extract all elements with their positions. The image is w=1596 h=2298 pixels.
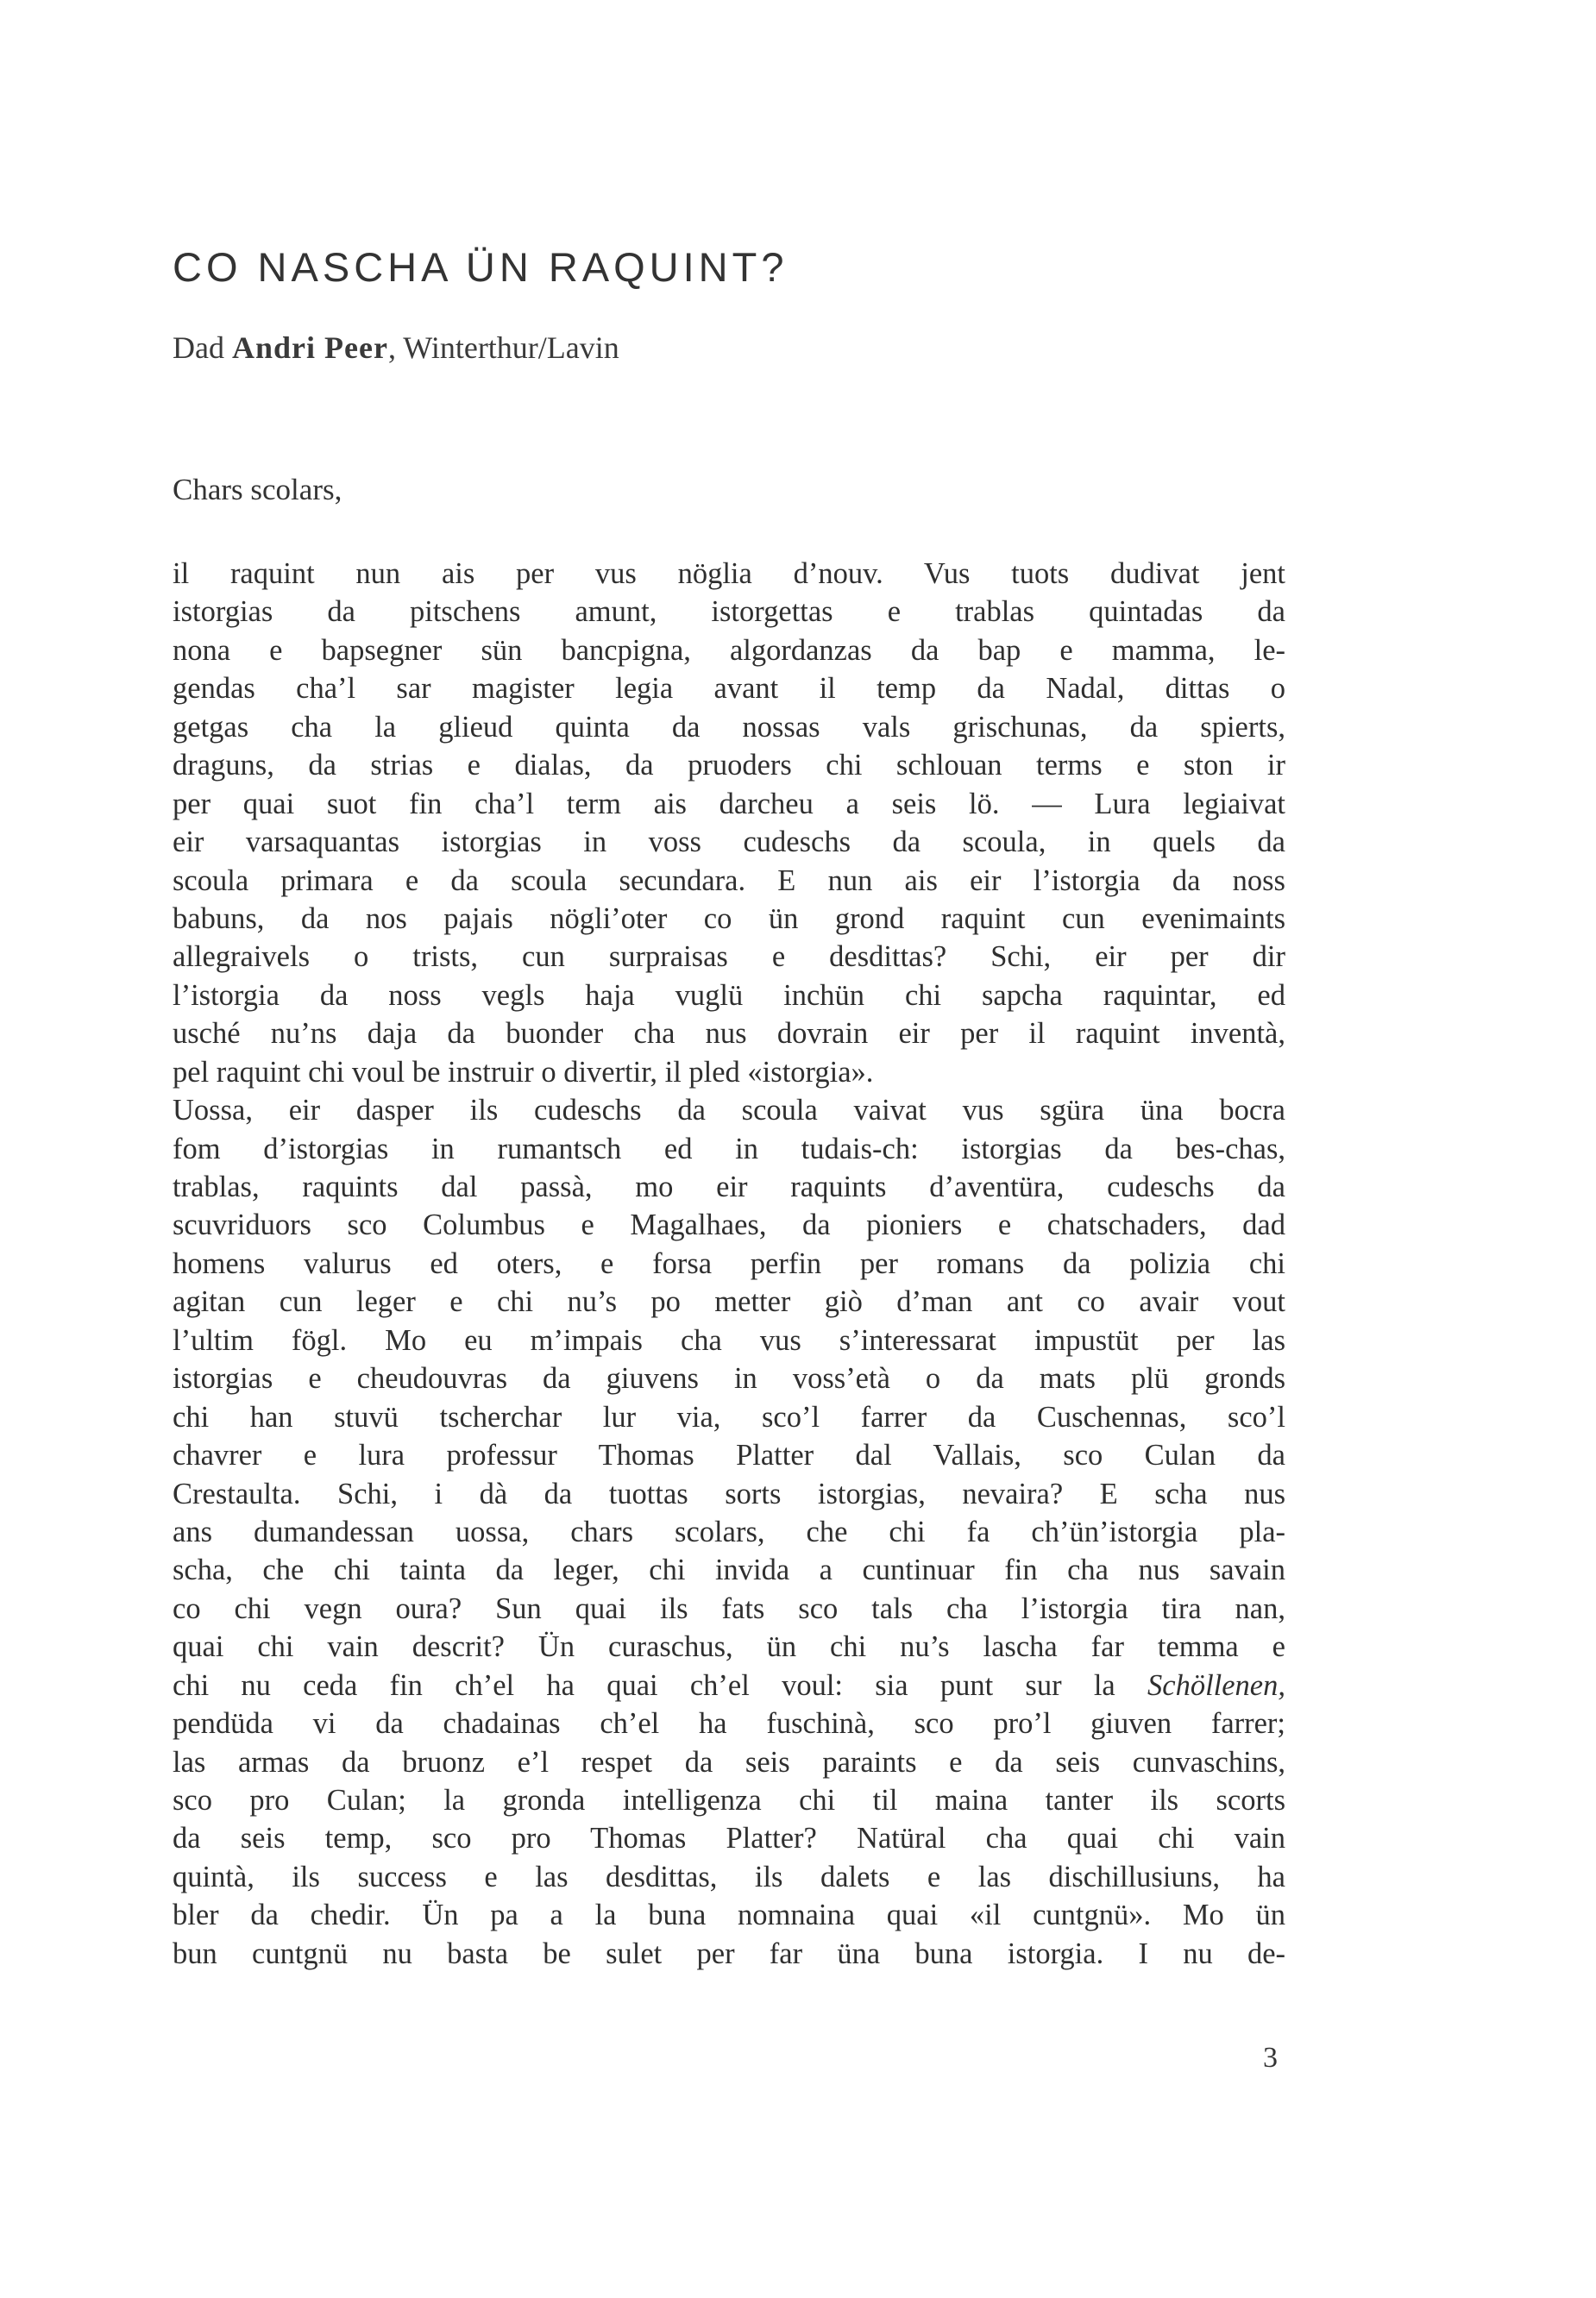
text-line: babuns, da nos pajais nögli’oter co ün grond raquint cun evenimaints — [173, 901, 1285, 935]
text-line: usché nu’ns daja da buonder cha nus dovrain eir per il raquint inventà, — [173, 1017, 1285, 1051]
text-line: ans dumandessan uossa, chars scolars, che chi fa ch’ün’istorgia pla- — [173, 1515, 1285, 1548]
byline-separator: , — [387, 330, 404, 365]
page-number: 3 — [1263, 2042, 1278, 2074]
italic-place-name: Schöllenen, — [1147, 1668, 1285, 1702]
text-line: scoula primara e da scoula secundara. E nun ais eir l’istorgia da noss — [173, 863, 1285, 897]
text-line: fom d’istorgias in rumantsch ed in tudais-ch: istorgias da bes-chas, — [173, 1132, 1285, 1165]
text-line: Crestaulta. Schi, i dà da tuottas sorts istorgias, nevaira? E scha nus — [173, 1477, 1285, 1510]
line-text: chi nu ceda fin ch’el ha quai ch’el voul: sia punt sur la — [173, 1668, 1115, 1702]
text-line: getgas cha la glieud quinta da nossas vals grischunas, da spierts, — [173, 710, 1285, 744]
author-location: Winterthur/Lavin — [403, 330, 619, 365]
byline — [173, 330, 619, 366]
text-line: Uossa, eir dasper ils cudeschs da scoula vaivat vus sgüra üna bocra — [173, 1094, 1285, 1127]
author-name: Andri Peer — [231, 330, 388, 365]
text-line: gendas cha’l sar magister legia avant il temp da Nadal, dittas o — [173, 672, 1285, 706]
text-line: istorgias e cheudouvras da giuvens in voss’età o da mats plü gronds — [173, 1362, 1285, 1396]
text-line: co chi vegn oura? Sun quai ils fats sco tals cha l’istorgia tira nan, — [173, 1592, 1285, 1625]
text-line: draguns, da strias e dialas, da pruoders chi schlouan terms e ston ir — [173, 749, 1285, 782]
text-line: da seis temp, sco pro Thomas Platter? Natüral cha quai chi vain — [173, 1822, 1285, 1855]
text-line: quintà, ils success e las desdittas, ils dalets e las dischillusiuns, ha — [173, 1860, 1285, 1893]
text-line: per quai suot fin cha’l term ais darcheu a seis lö. — Lura legiaivat — [173, 787, 1285, 820]
text-line-with-italic — [173, 1667, 1285, 1705]
text-line: chi han stuvü tscherchar lur via, sco’l farrer da Cuschennas, sco’l — [173, 1400, 1285, 1434]
text-line: agitan cun leger e chi nu’s po metter giò d’man ant co avair vout — [173, 1285, 1285, 1319]
text-line: eir varsaquantas istorgias in voss cudeschs da scoula, in quels da — [173, 826, 1285, 859]
text-line: il raquint nun ais per vus nöglia d’nouv. Vus tuots dudivat jent — [173, 557, 1285, 590]
text-line: pel raquint chi voul be instruir o divertir, il pled «istorgia». — [173, 1055, 874, 1089]
text-line: sco pro Culan; la gronda intelligenza chi til maina tanter ils scorts — [173, 1784, 1285, 1817]
text-line: quai chi vain descrit? Ün curaschus, ün chi nu’s lascha far temma e — [173, 1630, 1285, 1664]
text-line: chavrer e lura professur Thomas Platter dal Vallais, sco Culan da — [173, 1439, 1285, 1472]
text-line: allegraivels o trists, cun surpraisas e desdittas? Schi, eir per dir — [173, 940, 1285, 974]
text-line: scuvriduors sco Columbus e Magalhaes, da pioniers e chatschaders, dad — [173, 1209, 1285, 1242]
text-line: bler da chedir. Ün pa a la buna nomnaina quai «il cuntgnü». Mo ün — [173, 1899, 1285, 1932]
text-line: scha, che chi tainta da leger, chi invida a cuntinuar fin cha nus savain — [173, 1554, 1285, 1587]
text-line: pendüda vi da chadainas ch’el ha fuschinà, sco pro’l giuven farrer; — [173, 1707, 1285, 1741]
text-line: bun cuntgnü nu basta be sulet per far üna buna istorgia. I nu de- — [173, 1937, 1285, 1970]
text-line: l’istorgia da noss vegls haja vuglü inchün chi sapcha raquintar, ed — [173, 978, 1285, 1012]
text-line: las armas da bruonz e’l respet da seis paraints e da seis cunvaschins, — [173, 1745, 1285, 1779]
text-line: l’ultim fögl. Mo eu m’impais cha vus s’interessarat impustüt per las — [173, 1323, 1285, 1357]
text-line: nona e bapsegner sün bancpigna, algordanzas da bap e mamma, le- — [173, 633, 1285, 667]
text-line: istorgias da pitschens amunt, istorgettas e trablas quintadas da — [173, 595, 1285, 629]
text-line: homens valurus ed oters, e forsa perfin per romans da polizia chi — [173, 1246, 1285, 1280]
body-text — [173, 555, 1285, 1973]
article-title: CO NASCHA ÜN RAQUINT? — [173, 244, 789, 290]
text-line: trablas, raquints dal passà, mo eir raquints d’aventüra, cudeschs da — [173, 1171, 1285, 1203]
salutation: Chars scolars, — [173, 473, 342, 506]
byline-prefix: Dad — [173, 330, 224, 365]
